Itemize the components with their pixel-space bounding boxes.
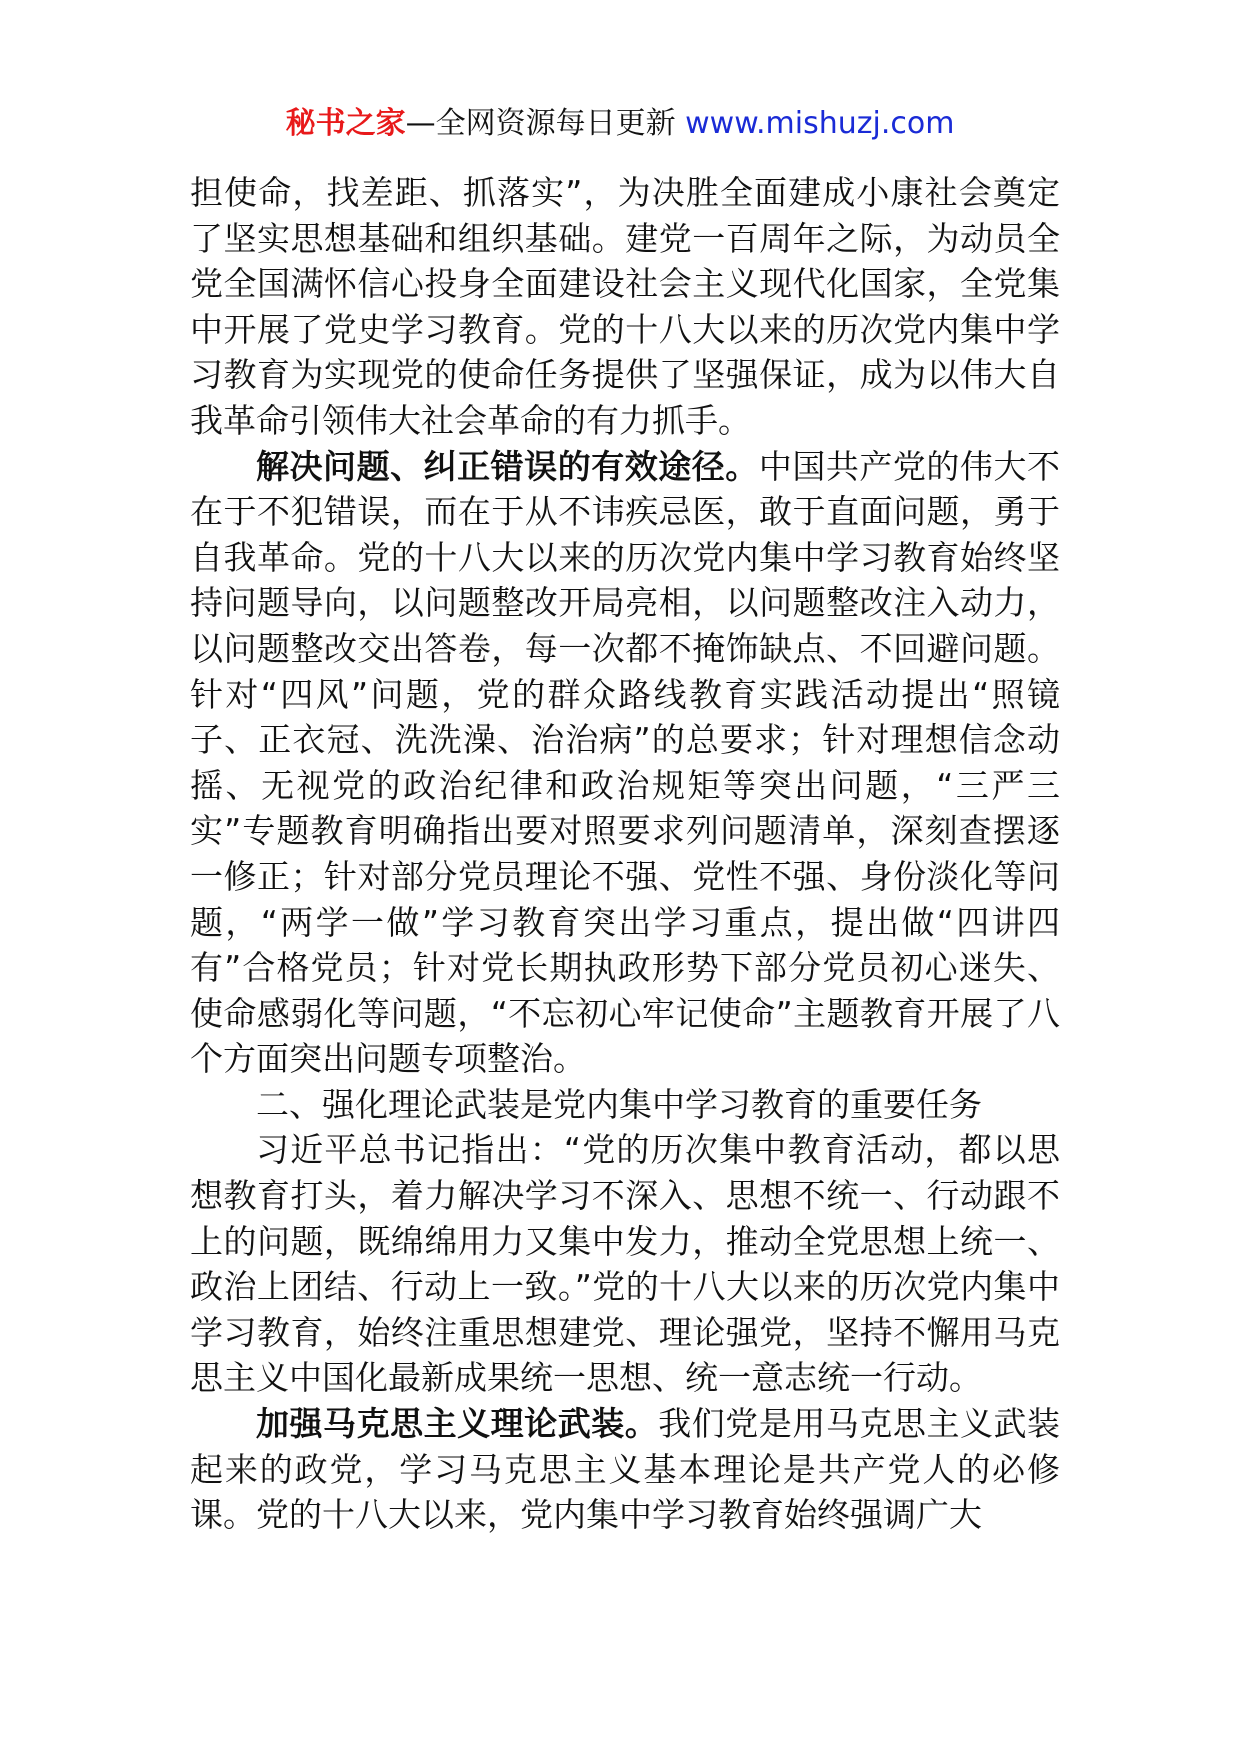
paragraph-quote	[190, 1127, 1060, 1401]
site-url[interactable]: www.mishuzj.com	[685, 106, 955, 141]
paragraph-marxism	[190, 1401, 1060, 1538]
paragraph-lead-heading: 加强马克思主义理论武装。	[256, 1404, 659, 1444]
section-heading-text: 二、强化理论武装是党内集中学习教育的重要任务	[256, 1084, 982, 1124]
paragraph-text: 担使命，找差距、抓落实”，为决胜全面建成小康社会奠定了坚实思想基础和组织基础。建党一百周年之际，为动员全党全国满怀信心投身全面建设社会主义现代化国家，全党集中开展了党史学习教育。党的十八大以来的历次党内集中学习教育为实现党的使命任务提供了坚强保证，成为以伟大自我革命引领伟大社会革命的有力抓手。	[190, 173, 1060, 440]
site-header	[0, 100, 1240, 148]
paragraph-lead-heading: 解决问题、纠正错误的有效途径。	[256, 446, 759, 486]
site-slogan: —全网资源每日更新	[405, 106, 686, 141]
paragraph-text: 我们党是用马克思主义武装起来的政党，学习马克思主义基本理论是共产党人的必修课。党的十八大以来，党内集中学习教育始终强调广大	[190, 1404, 1061, 1535]
document-body	[190, 170, 1060, 1538]
paragraph-continuation	[190, 170, 1060, 444]
paragraph-text: 习近平总书记指出：“党的历次集中教育活动，都以思想教育打头，着力解决学习不深入、思想不统一、行动跟不上的问题，既绵绵用力又集中发力，推动全党思想上统一、政治上团结、行动上一致。”党的十八大以来的历次党内集中学习教育，始终注重思想建党、理论强党，坚持不懈用马克思主义中国化最新成果统一思想、统一意志统一行动。	[190, 1130, 1060, 1398]
paragraph-text: 中国共产党的伟大不在于不犯错误，而在于从不讳疾忌医，敢于直面问题，勇于自我革命。党的十八大以来的历次党内集中学习教育始终坚持问题导向，以问题整改开局亮相，以问题整改注入动力，以问题整改交出答卷，每一次都不掩饰缺点、不回避问题。针对“四风”问题，党的群众路线教育实践活动提出“照镜子、正衣冠、洗洗澡、治治病”的总要求；针对理想信念动摇、无视党的政治纪律和政治规矩等突出问题，“三严三实”专题教育明确指出要对照要求列问题清单，深刻查摆逐一修正；针对部分党员理论不强、党性不强、身份淡化等问题，“两学一做”学习教育突出学习重点，提出做“四讲四有”合格党员；针对党长期执政形势下部分党员初心迷失、使命感弱化等问题，“不忘初心牢记使命”主题教育开展了八个方面突出问题专项整治。	[190, 446, 1061, 1079]
site-brand: 秘书之家	[285, 106, 406, 141]
paragraph-problem-solving	[190, 444, 1060, 1082]
section-heading-theory	[190, 1082, 1060, 1128]
